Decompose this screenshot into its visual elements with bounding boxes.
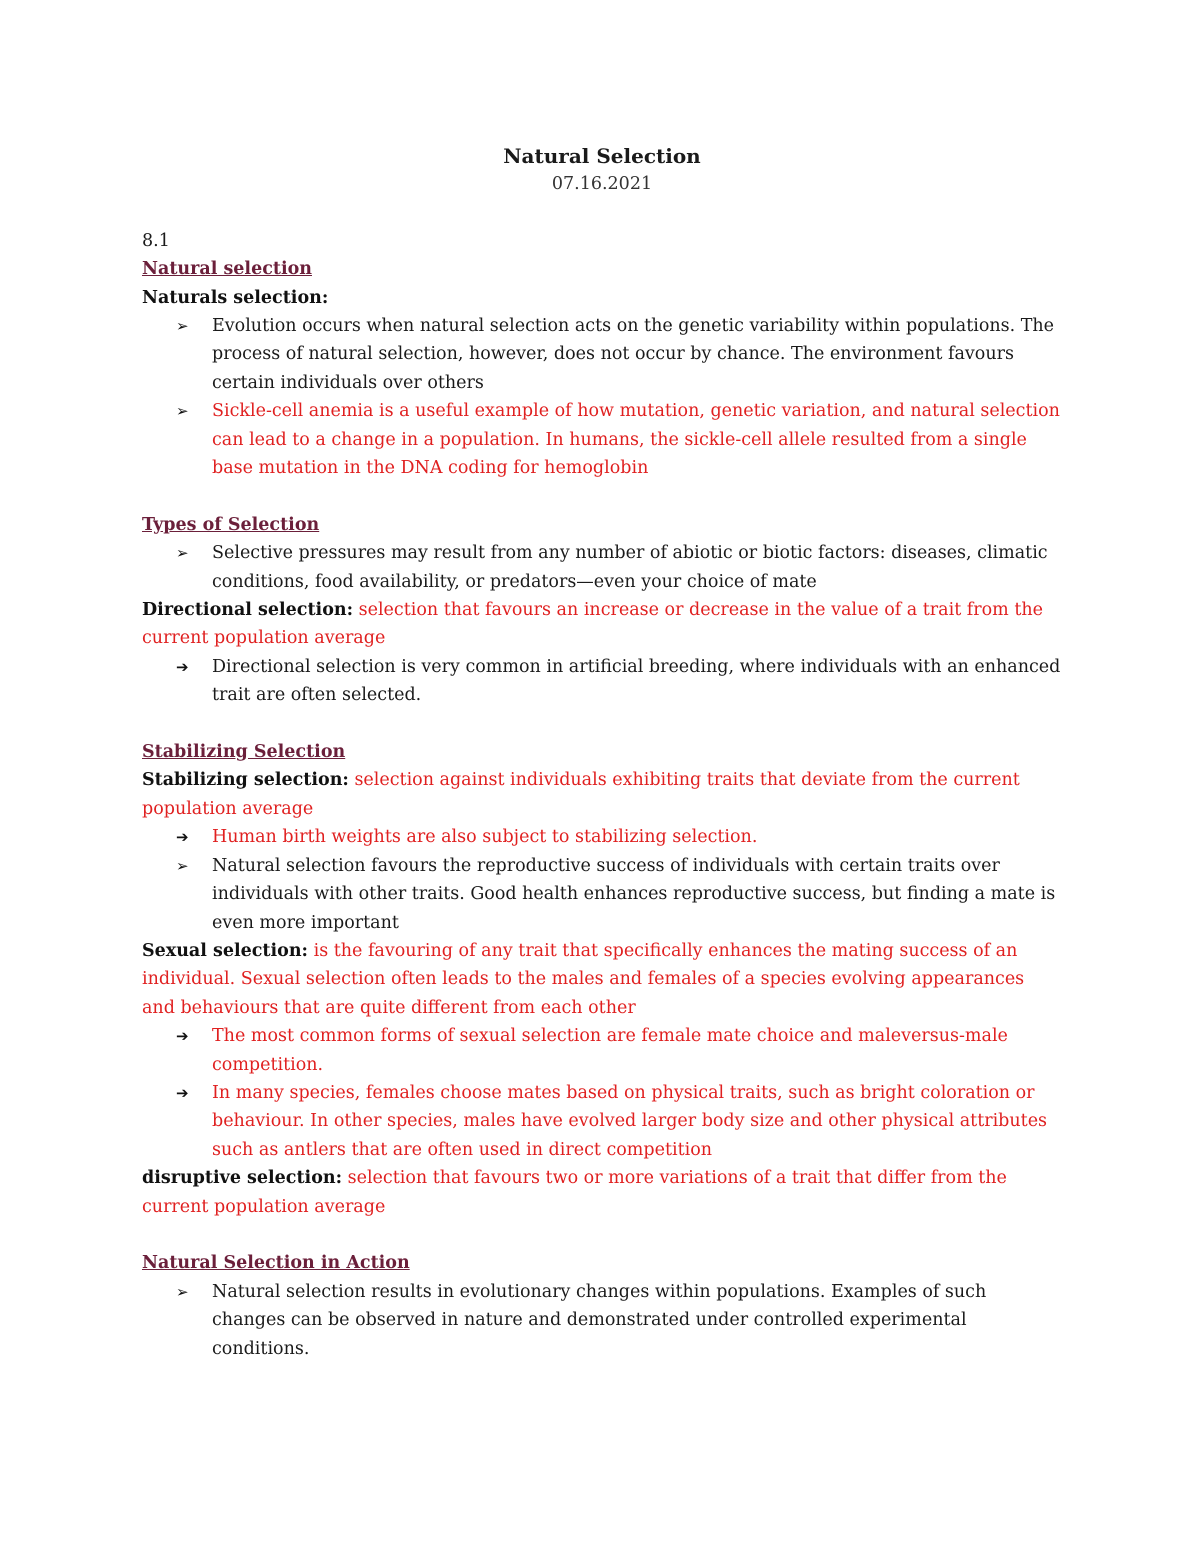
definition-directional (142, 596, 1062, 653)
term-disruptive-selection: disruptive selection: (142, 1168, 343, 1189)
list-item (176, 397, 1062, 482)
definition-stabilizing (142, 766, 1062, 823)
bullet-text: Sickle-cell anemia is a useful example of how mutation, genetic variation, and natural selection can lead to a change in a population. In humans, the sickle-cell allele resulted from a single base mutation in the DNA coding for hemoglobin (212, 401, 1060, 479)
list-item (176, 1079, 1062, 1164)
list-item (176, 852, 1062, 937)
definition-text: selection that favours an increase or decrease in the value of a trait from the current population average (142, 600, 1043, 649)
arrow-bullet-icon: ➔ (176, 1027, 189, 1046)
definition-text: is the favouring of any trait that specifically enhances the mating success of an individual. Sexual selection often leads to the males and females of a species evolving appearances and behaviours that are quite different from each other (142, 940, 1025, 1018)
bullet-text: Selective pressures may result from any number of abiotic or biotic factors: diseases, climatic conditions, food availability, or predators—even your choice of mate (212, 543, 1048, 592)
bullet-list (142, 823, 1062, 937)
arrowhead-bullet-icon: ➢ (176, 402, 189, 421)
bullet-text: Directional selection is very common in artificial breeding, where individuals with an enhanced trait are often selected. (212, 656, 1061, 706)
bullet-text: Human birth weights are also subject to stabilizing selection. (212, 827, 758, 848)
heading-types-of-selection: Types of Selection (142, 514, 320, 535)
definition-text: selection against individuals exhibiting traits that deviate from the current population average (142, 770, 1020, 819)
bullet-text: In many species, females choose mates based on physical traits, such as bright coloration or behaviour. In other species, males have evolved larger body size and other physical attributes such as antlers that are often used in direct competition (212, 1082, 1048, 1160)
list-item (176, 312, 1062, 397)
arrow-bullet-icon: ➔ (176, 657, 189, 676)
spacer (142, 198, 1062, 226)
bullet-list (142, 1022, 1062, 1164)
arrow-bullet-icon: ➔ (176, 828, 189, 847)
list-item (176, 823, 1062, 851)
bullet-list (142, 539, 1062, 596)
bullet-list (142, 1278, 1062, 1363)
list-item (176, 653, 1062, 710)
section-number: 8.1 (142, 230, 170, 251)
term-naturals-selection: Naturals selection: (142, 287, 329, 308)
document-date: 07.16.2021 (551, 174, 653, 194)
list-item (176, 1022, 1062, 1079)
document-title: Natural Selection (503, 144, 701, 168)
bullet-text: Natural selection favours the reproductive success of individuals with certain traits over individuals with other traits. Good health enhances reproductive success, but finding a mate is even more important (212, 855, 1056, 933)
bullet-list (142, 312, 1062, 482)
definition-disruptive (142, 1164, 1062, 1221)
heading-stabilizing-selection: Stabilizing Selection (142, 742, 346, 763)
spacer (142, 482, 1062, 510)
bullet-list (142, 653, 1062, 710)
arrowhead-bullet-icon: ➢ (176, 544, 189, 563)
heading-natural-selection: Natural selection (142, 259, 312, 280)
arrowhead-bullet-icon: ➢ (176, 317, 189, 336)
definition-sexual (142, 937, 1062, 1022)
arrow-bullet-icon: ➔ (176, 1083, 189, 1102)
term-directional-selection: Directional selection: (142, 600, 354, 621)
bullet-text: The most common forms of sexual selection are female mate choice and maleversus-male competition. (212, 1026, 1008, 1075)
document-page (142, 142, 1062, 1363)
list-item (176, 539, 1062, 596)
spacer (142, 1221, 1062, 1249)
term-sexual-selection: Sexual selection: (142, 940, 309, 961)
heading-natural-selection-in-action: Natural Selection in Action (142, 1253, 410, 1274)
bullet-text: Natural selection results in evolutionary changes within populations. Examples of such changes can be observed in nature and demonstrated under controlled experimental conditions. (212, 1281, 987, 1359)
term-stabilizing-selection: Stabilizing selection: (142, 770, 349, 791)
bullet-text: Evolution occurs when natural selection acts on the genetic variability within populations. The process of natural selection, however, does not occur by chance. The environment favours certain individuals over others (212, 316, 1055, 393)
arrowhead-bullet-icon: ➢ (176, 1282, 189, 1301)
arrowhead-bullet-icon: ➢ (176, 856, 189, 875)
definition-text: selection that favours two or more variations of a trait that differ from the current population average (142, 1168, 1007, 1217)
list-item (176, 1278, 1062, 1363)
spacer (142, 710, 1062, 738)
